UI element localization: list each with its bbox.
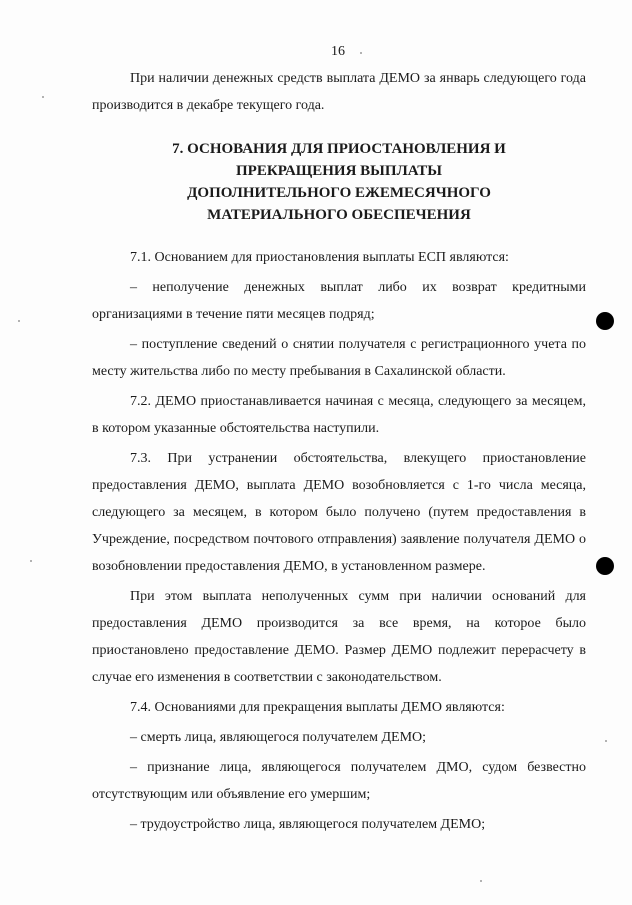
list-item-death: – смерть лица, являющегося получателем ДЕМО; — [130, 730, 427, 745]
heading-line-3: ДОПОЛНИТЕЛЬНОГО ЕЖЕМЕСЯЧНОГО — [187, 185, 491, 201]
scan-hole-mark — [596, 557, 614, 575]
paragraph-arrears: При этом выплата неполученных сумм при наличии оснований для предоставления ДЕМО производится за все время, на которое было приостановлено предоставление ДЕМО. Размер ДЕМО подлежит перерасчету в случае его изменения в соответствии с законодательством. — [92, 589, 586, 685]
paragraph-7-3: 7.3. При устранении обстоятельства, влекущего приостановление предоставления ДЕМО, выплата ДЕМО возобновляется с 1-го числа месяца, следующего за месяцем, в котором было получено (путем предоставления в Учреждение, посредством почтового отправления) заявление получателя ДЕМО о возобновлении предоставления ДЕМО, в установленном размере. — [92, 451, 586, 574]
scan-speck — [605, 740, 607, 742]
list-item-employment: – трудоустройство лица, являющегося получателем ДЕМО; — [130, 817, 486, 832]
scan-speck — [480, 880, 482, 882]
section-heading — [92, 138, 586, 226]
scan-hole-mark — [596, 312, 614, 330]
list-item-nonreceipt: – неполучение денежных выплат либо их возврат кредитными организациями в течение пяти месяцев подряд; — [92, 280, 586, 322]
section-body — [92, 244, 586, 838]
paragraph-7-2: 7.2. ДЕМО приостанавливается начиная с месяца, следующего за месяцем, в котором указанные обстоятельства наступили. — [92, 394, 586, 436]
page-number: 16 — [331, 44, 345, 59]
scan-speck — [30, 560, 32, 562]
scan-speck — [42, 96, 44, 98]
paragraph-7-1: 7.1. Основанием для приостановления выплаты ЕСП являются: — [130, 250, 509, 265]
list-item-deregistration: – поступление сведений о снятии получателя с регистрационного учета по месту жительства либо по месту пребывания в Сахалинской области. — [92, 337, 586, 379]
scan-speck — [18, 320, 20, 322]
paragraph-7-4: 7.4. Основаниями для прекращения выплаты ДЕМО являются: — [130, 700, 505, 715]
heading-line-1: 7. ОСНОВАНИЯ ДЛЯ ПРИОСТАНОВЛЕНИЯ И — [172, 141, 506, 157]
scan-speck — [360, 52, 362, 54]
heading-line-4: МАТЕРИАЛЬНОГО ОБЕСПЕЧЕНИЯ — [207, 207, 471, 223]
list-item-missing: – признание лица, являющегося получателем ДМО, судом безвестно отсутствующим или объявление его умершим; — [92, 760, 586, 802]
intro-paragraph: При наличии денежных средств выплата ДЕМО за январь следующего года производится в декабре текущего года. — [92, 71, 586, 113]
intro-section — [92, 65, 586, 119]
heading-line-2: ПРЕКРАЩЕНИЯ ВЫПЛАТЫ — [235, 163, 442, 179]
